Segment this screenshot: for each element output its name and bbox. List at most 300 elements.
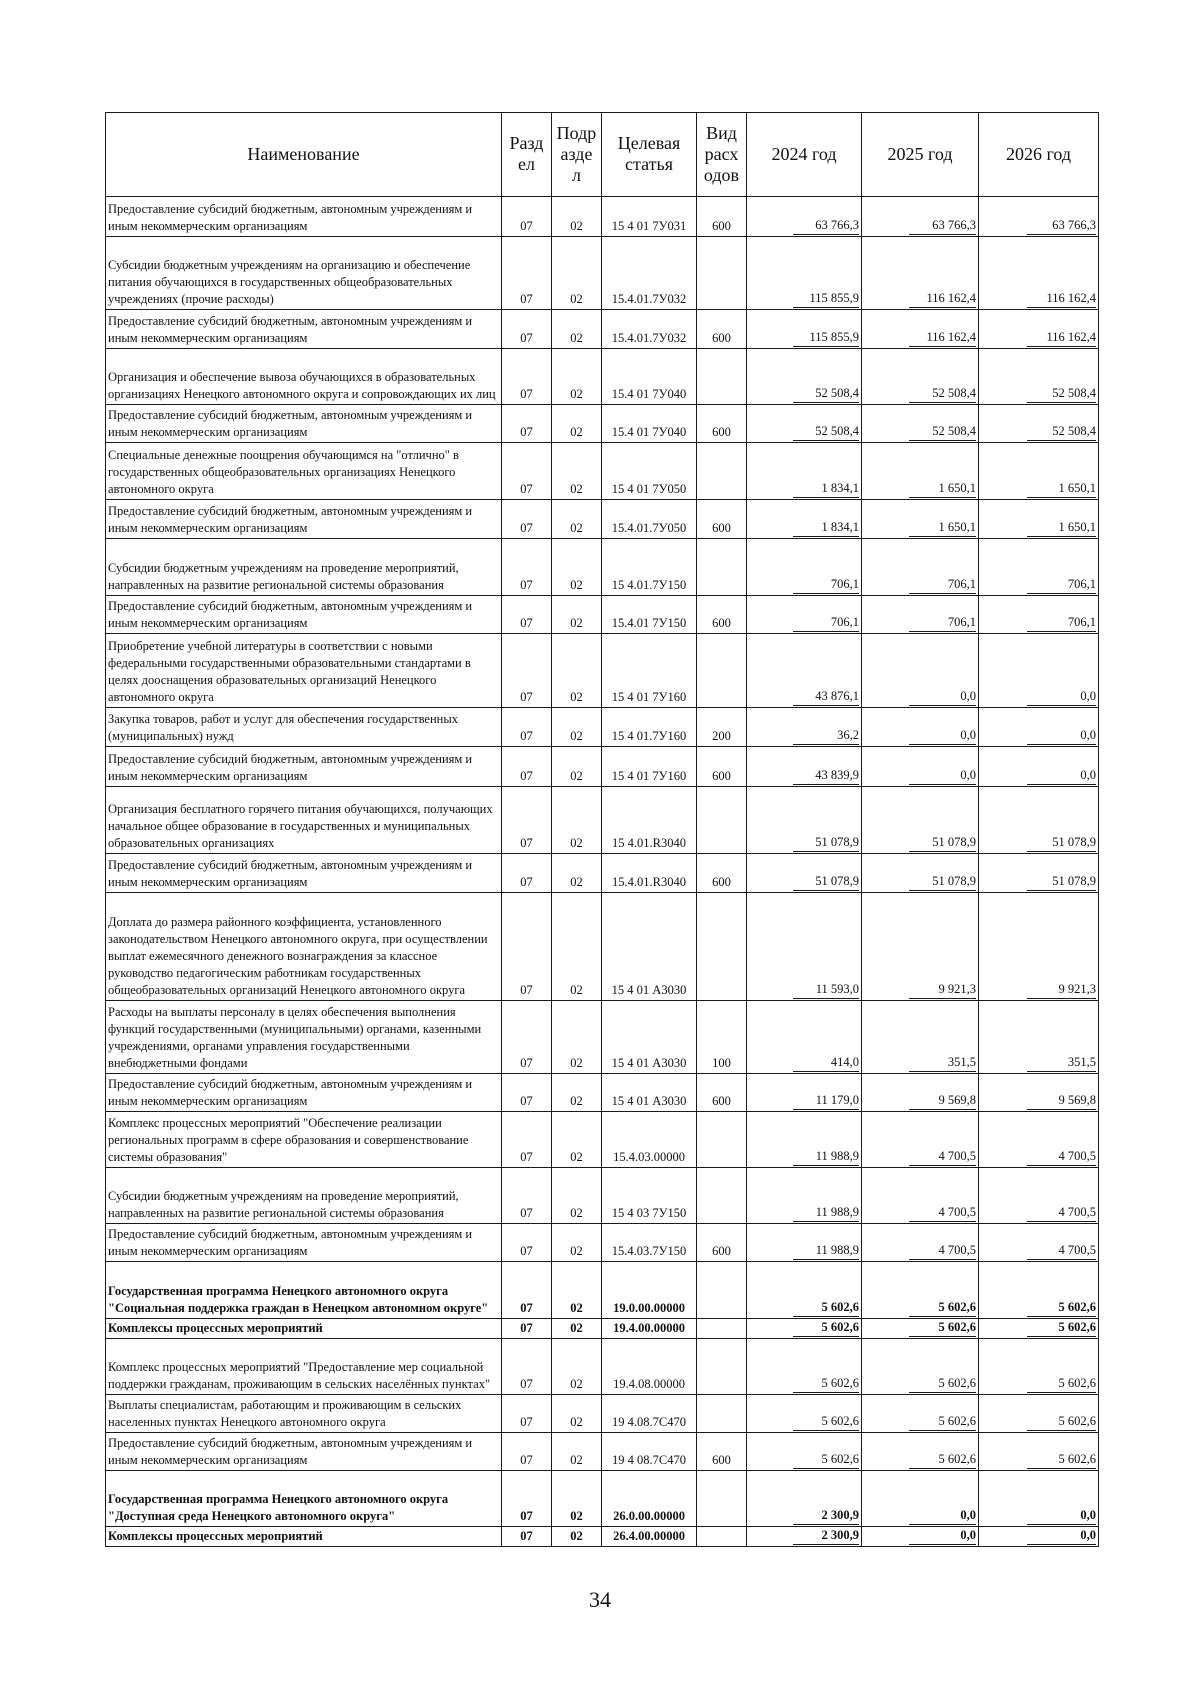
row-expense-type [697, 1112, 747, 1168]
row-target-article: 26.0.00.00000 [602, 1471, 697, 1527]
row-expense-type [697, 237, 747, 310]
row-2024 [747, 1339, 862, 1395]
row-name: Комплексы процессных мероприятий [106, 1527, 502, 1547]
table-row [106, 1168, 1099, 1224]
table-row [106, 1319, 1099, 1339]
row-2026 [979, 1074, 1099, 1112]
row-expense-type: 600 [697, 854, 747, 893]
row-2026-value: 116 162,4 [1027, 290, 1096, 308]
row-2024-value: 5 602,6 [793, 1375, 859, 1393]
row-name: Предоставление субсидий бюджетным, автономным учреждениям и иным некоммерческим организациям [106, 596, 502, 634]
row-2025-value: 4 700,5 [909, 1148, 976, 1166]
row-2024 [747, 1527, 862, 1547]
row-razdel: 07 [502, 1433, 552, 1471]
row-name: Выплаты специалистам, работающим и проживающим в сельских населенных пунктах Ненецкого автономного округа [106, 1395, 502, 1433]
table-row [106, 1527, 1099, 1547]
row-name: Предоставление субсидий бюджетным, автономным учреждениям и иным некоммерческим организациям [106, 405, 502, 443]
row-2025 [862, 893, 979, 1001]
row-2024-value: 5 602,6 [793, 1413, 859, 1431]
row-expense-type: 600 [697, 197, 747, 237]
table-row [106, 1339, 1099, 1395]
row-2026-value: 1 650,1 [1027, 519, 1096, 537]
row-razdel: 07 [502, 1339, 552, 1395]
row-2024-value: 115 855,9 [793, 290, 859, 308]
row-2026-value: 5 602,6 [1027, 1375, 1096, 1393]
row-2025 [862, 197, 979, 237]
row-2026 [979, 596, 1099, 634]
row-target-article: 15 4 01 7У031 [602, 197, 697, 237]
row-2026-value: 5 602,6 [1027, 1413, 1096, 1431]
row-2025-value: 4 700,5 [909, 1242, 976, 1260]
row-2024 [747, 747, 862, 787]
row-expense-type: 600 [697, 310, 747, 349]
row-2024 [747, 1319, 862, 1339]
header-row [106, 113, 1099, 197]
row-razdel: 07 [502, 1001, 552, 1074]
row-2025-value: 706,1 [909, 576, 976, 594]
header-podrazdel: Подр азде л [552, 113, 602, 197]
row-2025 [862, 1112, 979, 1168]
table-body [106, 197, 1099, 1547]
row-2024 [747, 1471, 862, 1527]
row-expense-type [697, 349, 747, 405]
row-2026 [979, 1224, 1099, 1262]
row-razdel: 07 [502, 405, 552, 443]
row-podrazdel: 02 [552, 854, 602, 893]
row-2026 [979, 237, 1099, 310]
row-2026-value: 9 921,3 [1027, 981, 1096, 999]
row-target-article: 15.4.01 7У150 [602, 596, 697, 634]
row-2024-value: 11 593,0 [793, 981, 859, 999]
row-2024-value: 11 988,9 [793, 1204, 859, 1222]
row-podrazdel: 02 [552, 500, 602, 539]
row-2025-value: 1 650,1 [909, 480, 976, 498]
row-2024-value: 706,1 [793, 576, 859, 594]
row-target-article: 15 4 01 7У160 [602, 747, 697, 787]
row-2026-value: 1 650,1 [1027, 480, 1096, 498]
row-name: Организация и обеспечение вывоза обучающихся в образовательных организациях Ненецкого автономного округа и сопровождающих их лиц [106, 349, 502, 405]
row-2026 [979, 443, 1099, 500]
row-2025-value: 4 700,5 [909, 1204, 976, 1222]
row-2024 [747, 405, 862, 443]
row-target-article: 15.4 01 7У040 [602, 349, 697, 405]
row-expense-type: 100 [697, 1001, 747, 1074]
row-2026-value: 0,0 [1027, 727, 1096, 745]
row-razdel: 07 [502, 787, 552, 854]
row-2025 [862, 237, 979, 310]
row-2026 [979, 310, 1099, 349]
row-podrazdel: 02 [552, 1001, 602, 1074]
table-row [106, 1471, 1099, 1527]
row-razdel: 07 [502, 237, 552, 310]
row-2025-value: 1 650,1 [909, 519, 976, 537]
row-2025-value: 0,0 [909, 767, 976, 785]
row-2025 [862, 1471, 979, 1527]
table-row [106, 237, 1099, 310]
row-2024 [747, 539, 862, 596]
row-2024-value: 11 988,9 [793, 1242, 859, 1260]
row-podrazdel: 02 [552, 1224, 602, 1262]
row-2026 [979, 500, 1099, 539]
row-name: Предоставление субсидий бюджетным, автономным учреждениям и иным некоммерческим организациям [106, 1074, 502, 1112]
row-2026 [979, 708, 1099, 747]
row-2026-value: 51 078,9 [1027, 873, 1096, 891]
row-2025 [862, 1262, 979, 1319]
row-razdel: 07 [502, 747, 552, 787]
row-2024-value: 51 078,9 [793, 834, 859, 852]
row-target-article: 19.4.08.00000 [602, 1339, 697, 1395]
row-name: Государственная программа Ненецкого автономного округа "Доступная среда Ненецкого автономного округа" [106, 1471, 502, 1527]
row-target-article: 19 4.08.7С470 [602, 1395, 697, 1433]
row-razdel: 07 [502, 1224, 552, 1262]
row-2024 [747, 349, 862, 405]
row-2024 [747, 1433, 862, 1471]
row-expense-type [697, 1262, 747, 1319]
row-expense-type: 600 [697, 500, 747, 539]
row-target-article: 15.4 01 7У040 [602, 405, 697, 443]
row-2026-value: 706,1 [1027, 614, 1096, 632]
row-target-article: 15.4.03.7У150 [602, 1224, 697, 1262]
row-2025-value: 51 078,9 [909, 834, 976, 852]
row-podrazdel: 02 [552, 539, 602, 596]
row-2024-value: 52 508,4 [793, 385, 859, 403]
row-target-article: 15.4.03.00000 [602, 1112, 697, 1168]
table-row [106, 405, 1099, 443]
table-row [106, 1262, 1099, 1319]
row-2026-value: 4 700,5 [1027, 1148, 1096, 1166]
table-row [106, 349, 1099, 405]
row-2026 [979, 197, 1099, 237]
row-2024 [747, 310, 862, 349]
row-target-article: 15.4.01.R3040 [602, 854, 697, 893]
row-expense-type: 600 [697, 405, 747, 443]
row-2025 [862, 747, 979, 787]
row-name: Предоставление субсидий бюджетным, автономным учреждениям и иным некоммерческим организациям [106, 310, 502, 349]
row-name: Доплата до размера районного коэффициента, установленного законодательством Ненецкого автономного округа, при осуществлении выплат ежемесячного денежного вознаграждения за классное руководство педагогическим работникам государственных общеобразовательных организаций Ненецкого автономного округа [106, 893, 502, 1001]
row-2024-value: 52 508,4 [793, 423, 859, 441]
row-2026 [979, 1339, 1099, 1395]
row-2026-value: 9 569,8 [1027, 1092, 1096, 1110]
row-2024-value: 115 855,9 [793, 329, 859, 347]
row-2024 [747, 1112, 862, 1168]
row-2025 [862, 1339, 979, 1395]
row-name: Комплексы процессных мероприятий [106, 1319, 502, 1339]
row-2024 [747, 634, 862, 708]
row-2026-value: 5 602,6 [1027, 1319, 1096, 1337]
row-2025 [862, 539, 979, 596]
row-2026 [979, 787, 1099, 854]
row-expense-type [697, 893, 747, 1001]
row-2024 [747, 1262, 862, 1319]
row-2026-value: 52 508,4 [1027, 385, 1096, 403]
row-2025-value: 51 078,9 [909, 873, 976, 891]
row-2026-value: 0,0 [1027, 1507, 1096, 1525]
row-2026 [979, 1527, 1099, 1547]
row-expense-type: 600 [697, 1433, 747, 1471]
row-target-article: 15 4 01.7У160 [602, 708, 697, 747]
row-name: Субсидии бюджетным учреждениям на организацию и обеспечение питания обучающихся в государственных общеобразовательных учреждениях (прочие расходы) [106, 237, 502, 310]
table-row [106, 1001, 1099, 1074]
row-2024 [747, 1168, 862, 1224]
row-2024 [747, 1074, 862, 1112]
table-row [106, 1112, 1099, 1168]
row-razdel: 07 [502, 349, 552, 405]
row-podrazdel: 02 [552, 1074, 602, 1112]
row-2026-value: 4 700,5 [1027, 1204, 1096, 1222]
row-2026-value: 4 700,5 [1027, 1242, 1096, 1260]
row-name: Предоставление субсидий бюджетным, автономным учреждениям и иным некоммерческим организациям [106, 1433, 502, 1471]
row-name: Организация бесплатного горячего питания обучающихся, получающих начальное общее образование в государственных и муниципальных образовательных организациях [106, 787, 502, 854]
row-razdel: 07 [502, 1112, 552, 1168]
row-2026 [979, 1471, 1099, 1527]
row-2026 [979, 539, 1099, 596]
row-name: Специальные денежные поощрения обучающимся на "отлично" в государственных общеобразовательных организациях Ненецкого автономного округа [106, 443, 502, 500]
row-2025 [862, 1319, 979, 1339]
row-podrazdel: 02 [552, 1433, 602, 1471]
row-name: Субсидии бюджетным учреждениям на проведение мероприятий, направленных на развитие региональной системы образования [106, 539, 502, 596]
table-row [106, 197, 1099, 237]
header-2026: 2026 год [979, 113, 1099, 197]
row-2024 [747, 1001, 862, 1074]
row-expense-type [697, 1395, 747, 1433]
row-target-article: 26.4.00.00000 [602, 1527, 697, 1547]
row-2026-value: 351,5 [1027, 1054, 1096, 1072]
row-expense-type: 600 [697, 1074, 747, 1112]
row-2024 [747, 1395, 862, 1433]
row-name: Комплекс процессных мероприятий "Обеспечение реализации региональных программ в сфере образования и совершенствование системы образования" [106, 1112, 502, 1168]
header-name: Наименование [106, 113, 502, 197]
table-row [106, 1395, 1099, 1433]
row-podrazdel: 02 [552, 708, 602, 747]
row-2024-value: 36,2 [793, 727, 859, 745]
row-podrazdel: 02 [552, 1339, 602, 1395]
row-2025 [862, 500, 979, 539]
row-2025 [862, 349, 979, 405]
row-2025-value: 5 602,6 [909, 1319, 976, 1337]
row-target-article: 19.4.00.00000 [602, 1319, 697, 1339]
header-target: Целевая статья [602, 113, 697, 197]
row-2026-value: 0,0 [1027, 688, 1096, 706]
row-name: Предоставление субсидий бюджетным, автономным учреждениям и иным некоммерческим организациям [106, 197, 502, 237]
row-podrazdel: 02 [552, 893, 602, 1001]
row-2026-value: 52 508,4 [1027, 423, 1096, 441]
row-2025 [862, 787, 979, 854]
row-target-article: 15.4.01.7У032 [602, 237, 697, 310]
row-2025 [862, 1433, 979, 1471]
row-podrazdel: 02 [552, 1319, 602, 1339]
table-row [106, 443, 1099, 500]
row-2025 [862, 854, 979, 893]
row-2025 [862, 1224, 979, 1262]
row-expense-type [697, 634, 747, 708]
header-2025: 2025 год [862, 113, 979, 197]
row-razdel: 07 [502, 1262, 552, 1319]
row-target-article: 15 4 01 А3030 [602, 1001, 697, 1074]
row-2024-value: 63 766,3 [793, 217, 859, 235]
row-razdel: 07 [502, 310, 552, 349]
row-expense-type: 600 [697, 596, 747, 634]
header-razdel: Разд ел [502, 113, 552, 197]
row-target-article: 15 4 03 7У150 [602, 1168, 697, 1224]
row-2024 [747, 443, 862, 500]
row-2024-value: 706,1 [793, 614, 859, 632]
row-2025 [862, 1527, 979, 1547]
row-2026-value: 0,0 [1027, 767, 1096, 785]
row-podrazdel: 02 [552, 1395, 602, 1433]
header-vid: Вид расх одов [697, 113, 747, 197]
row-name: Приобретение учебной литературы в соответствии с новыми федеральными государственными образовательными стандартами в целях дооснащения образовательных организаций Ненецкого автономного округа [106, 634, 502, 708]
row-2025-value: 5 602,6 [909, 1375, 976, 1393]
row-2026 [979, 349, 1099, 405]
row-2026 [979, 854, 1099, 893]
row-2025-value: 63 766,3 [909, 217, 976, 235]
row-podrazdel: 02 [552, 1527, 602, 1547]
row-2024-value: 11 988,9 [793, 1148, 859, 1166]
table-row [106, 787, 1099, 854]
row-2025-value: 0,0 [909, 688, 976, 706]
row-podrazdel: 02 [552, 634, 602, 708]
row-razdel: 07 [502, 443, 552, 500]
row-razdel: 07 [502, 708, 552, 747]
row-2026-value: 51 078,9 [1027, 834, 1096, 852]
row-2025 [862, 1001, 979, 1074]
row-2024-value: 51 078,9 [793, 873, 859, 891]
row-2024-value: 1 834,1 [793, 519, 859, 537]
row-2026-value: 116 162,4 [1027, 329, 1096, 347]
row-podrazdel: 02 [552, 443, 602, 500]
row-podrazdel: 02 [552, 349, 602, 405]
row-name: Закупка товаров, работ и услуг для обеспечения государственных (муниципальных) нужд [106, 708, 502, 747]
row-podrazdel: 02 [552, 1168, 602, 1224]
row-expense-type [697, 539, 747, 596]
row-target-article: 15 4.01.R3040 [602, 787, 697, 854]
row-expense-type: 600 [697, 747, 747, 787]
row-expense-type [697, 1471, 747, 1527]
row-2025-value: 5 602,6 [909, 1451, 976, 1469]
row-2025-value: 5 602,6 [909, 1299, 976, 1317]
row-2025-value: 706,1 [909, 614, 976, 632]
row-2024 [747, 854, 862, 893]
row-2026-value: 5 602,6 [1027, 1451, 1096, 1469]
row-expense-type [697, 1319, 747, 1339]
row-target-article: 19.0.00.00000 [602, 1262, 697, 1319]
row-2025-value: 9 921,3 [909, 981, 976, 999]
row-name: Предоставление субсидий бюджетным, автономным учреждениям и иным некоммерческим организациям [106, 500, 502, 539]
row-2026 [979, 634, 1099, 708]
row-2026 [979, 1168, 1099, 1224]
row-2026 [979, 1395, 1099, 1433]
row-expense-type [697, 1168, 747, 1224]
row-2025 [862, 708, 979, 747]
row-2025 [862, 1168, 979, 1224]
table-row [106, 596, 1099, 634]
row-2025 [862, 634, 979, 708]
row-2024 [747, 500, 862, 539]
row-target-article: 15 4 01 А3030 [602, 1074, 697, 1112]
row-razdel: 07 [502, 596, 552, 634]
row-2025-value: 351,5 [909, 1054, 976, 1072]
row-2025-value: 0,0 [909, 1507, 976, 1525]
row-2024-value: 2 300,9 [793, 1507, 859, 1525]
row-2024 [747, 1224, 862, 1262]
row-podrazdel: 02 [552, 1262, 602, 1319]
table-row [106, 1074, 1099, 1112]
row-podrazdel: 02 [552, 787, 602, 854]
row-2025-value: 0,0 [909, 1527, 976, 1545]
row-2024-value: 414,0 [793, 1054, 859, 1072]
row-target-article: 15 4 01 7У160 [602, 634, 697, 708]
table-row [106, 1433, 1099, 1471]
row-expense-type: 200 [697, 708, 747, 747]
row-2024 [747, 237, 862, 310]
table-row [106, 854, 1099, 893]
row-2024-value: 2 300,9 [793, 1527, 859, 1545]
row-expense-type [697, 787, 747, 854]
row-2024 [747, 197, 862, 237]
row-2025 [862, 1074, 979, 1112]
row-name: Субсидии бюджетным учреждениям на проведение мероприятий, направленных на развитие региональной системы образования [106, 1168, 502, 1224]
row-podrazdel: 02 [552, 747, 602, 787]
row-razdel: 07 [502, 1074, 552, 1112]
row-target-article: 15 4 01 7У050 [602, 443, 697, 500]
table-row [106, 539, 1099, 596]
row-expense-type [697, 443, 747, 500]
budget-table [105, 112, 1099, 1547]
row-2025 [862, 443, 979, 500]
row-2024 [747, 893, 862, 1001]
header-2024: 2024 год [747, 113, 862, 197]
row-podrazdel: 02 [552, 405, 602, 443]
row-2025 [862, 596, 979, 634]
row-2025-value: 116 162,4 [909, 290, 976, 308]
page-number: 34 [589, 1587, 611, 1612]
row-2026 [979, 1112, 1099, 1168]
row-name: Расходы на выплаты персоналу в целях обеспечения выполнения функций государственными (муниципальными) органами, казенными учреждениями, органами управления государственными внебюджетными фондами [106, 1001, 502, 1074]
row-2024-value: 5 602,6 [793, 1319, 859, 1337]
row-razdel: 07 [502, 1471, 552, 1527]
row-name: Предоставление субсидий бюджетным, автономным учреждениям и иным некоммерческим организациям [106, 854, 502, 893]
row-target-article: 15.4.01.7У032 [602, 310, 697, 349]
row-razdel: 07 [502, 1527, 552, 1547]
row-2025-value: 9 569,8 [909, 1092, 976, 1110]
row-2026 [979, 1319, 1099, 1339]
row-razdel: 07 [502, 893, 552, 1001]
row-razdel: 07 [502, 1168, 552, 1224]
table-row [106, 500, 1099, 539]
row-name: Предоставление субсидий бюджетным, автономным учреждениям и иным некоммерческим организациям [106, 747, 502, 787]
row-expense-type: 600 [697, 1224, 747, 1262]
row-podrazdel: 02 [552, 1471, 602, 1527]
row-razdel: 07 [502, 1319, 552, 1339]
table-row [106, 1224, 1099, 1262]
row-2024-value: 43 839,9 [793, 767, 859, 785]
row-podrazdel: 02 [552, 237, 602, 310]
row-podrazdel: 02 [552, 197, 602, 237]
row-2026-value: 63 766,3 [1027, 217, 1096, 235]
row-2024-value: 43 876,1 [793, 688, 859, 706]
row-target-article: 15.4.01.7У050 [602, 500, 697, 539]
row-2024 [747, 787, 862, 854]
table-row [106, 708, 1099, 747]
row-2025-value: 5 602,6 [909, 1413, 976, 1431]
row-expense-type [697, 1339, 747, 1395]
row-name: Государственная программа Ненецкого автономного округа "Социальная поддержка граждан в Ненецком автономном округе" [106, 1262, 502, 1319]
table-row [106, 747, 1099, 787]
row-podrazdel: 02 [552, 596, 602, 634]
row-2024 [747, 596, 862, 634]
row-2026 [979, 1262, 1099, 1319]
row-2024-value: 11 179,0 [793, 1092, 859, 1110]
